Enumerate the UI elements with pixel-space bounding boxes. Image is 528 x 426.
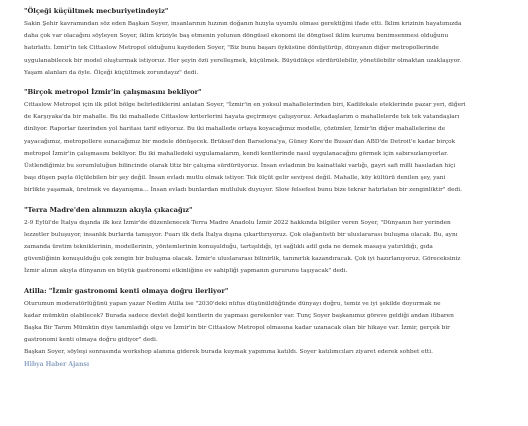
paragraph-line: zamanda üretim tekniklerinin, modellerinin, yöntemlerinin konuşulduğu, tartışıldığı, iyi sağlıklı adil gıda ne demek masaya yatırıldığı, gıda (24, 244, 433, 251)
paragraph-line: Başka Bir Tarım Mümkün diye tanımladığı olgu ve İzmir'in bir Cittaslow Metropol olmasına kadar uzanacak olan bir hikaye var. İzmir, gerçek bir (24, 325, 450, 332)
paragraph-line: Yaşam alanları da öyle. Ölçeği küçültmek zorundayız" dedi. (24, 69, 199, 76)
paragraph-line: daha çok var olacağını söyleyen Soyer, iklim kriziyle baş etmenin yolunun döngüsel ekonomi ile döngüsel iklim kurumu benimsenmesi olduğunu (24, 33, 449, 40)
section-4 (24, 286, 524, 359)
paragraph-line: hatırlattı. İzmir'in tek Cittaslow Metropol olduğunu kaydeden Soyer, "Biz bunu başarı öyküsüne dönüştürüp, dünyanın diğer metropollerinde (24, 45, 439, 52)
paragraph-line: kadar mümkün olabilecek? Burada sadece devlet değil kentlerin de yapması gerekenler var. Tunç Soyer başkanımız göreve geldiği andan itibaren (24, 312, 454, 319)
paragraph-line: uygulanabilecek bir model oluşturmak istiyoruz. Her şeyin özü yerelleşmek, küçülmek. Büyüdükçe sürdürülebilir, yönetilebilir olmaktan uzaklaşıyor. (24, 57, 462, 64)
paragraph-line: 2-9 Eylül'de İtalya dışında ilk kez İzmir'de düzenlenecek Terra Madre Anadolu İzmir 2022 hakkında bilgiler veren Soyer, "Dünyanın her yerinden (24, 219, 451, 226)
paragraph-line: Sakin Şehir kavramından söz eden Başkan Soyer, insanlarının hızının doğanın hızıyla uyumlu olması gerektiğini ifade etti. İklim krizinin hayatımızda (24, 21, 462, 27)
section-1 (24, 6, 524, 79)
paragraph-line: lezzetler buluşuyor, insanlık burlarda tanışıyor. Fuarı ilk defa İtalya dışına çıkarttırıyoruz. Çok olağanüstü bir uluslararası buluşma olacak. Bu, aynı (24, 231, 458, 238)
paragraph-line: Cittaslow Metropol için ilk pilot bölge belirlediklerini anlatan Soyer, "İzmir'in en yoksul mahallelerinden biri, Kadifekale eteklerinde pazar yeri, diğeri (24, 102, 466, 109)
section-3 (24, 205, 524, 278)
section-heading: "Terra Madre'den alınmızın akıyla çıkacağız" (24, 205, 193, 214)
section-2 (24, 87, 524, 197)
section-heading: Atilla: "İzmir gastronomi kenti olmaya doğru ilerliyor" (24, 286, 229, 295)
paragraph-line: de Karşıyaka'da bir mahalle. Bu iki mahallede Cittaslow kriterlerini hayata geçirmeye çalışıyoruz. Arkadaşlarım o mahallelerde tek tek vatandaşları (24, 114, 460, 121)
paragraph-line: İzmir alının akıyla dünyanın en büyük gastronomi etkinliğine ev sahipliği yapmanın gururunu taşıyacak" dedi. (24, 268, 348, 275)
article-body (24, 6, 524, 370)
paragraph-line: Üstlendiğimiz bu sorumluluğun bilincinde olarak titiz bir çalışma sürdürüyoruz. İnsan evladının bu kainattaki varlığı, gayri safi milli hasıladan hiçi (24, 163, 456, 170)
section-heading: "Birçok metropol İzmir'in çalışmasını bekliyor" (24, 88, 202, 97)
paragraph-line: güvenliğinin konuşulduğu çok zengin bir buluşma olacak. İzmir'e uluslararası bilinirlik, tanınırlık kazandıracak. Çok iyi hazırlanıyoruz. Göreceksiniz (24, 256, 461, 263)
paragraph-line: yayacağımız, metropollere sunacağımız bir modele dönüşecek. Brüksel'den Barselona'ya, Güney Kore'de Busan'dan ABD'de Detroit'e kadar birçok (24, 138, 456, 145)
news-source-credit: Hibya Haber Ajansı (24, 360, 90, 368)
paragraph-line: dinliyor. Raporlar üzerinden yol haritası tarif ediyoruz. Bu iki mahallede ortaya koyacağımız modelle, çözümler, İzmir'in diğer mahallelerine de (24, 126, 446, 133)
paragraph-line: Oturumun moderatörlüğünü yapan yazar Nedim Atilla ise "2030'deki nüfus düşünüldüğünde dünyayı doğru, temiz ve iyi şekilde doyurmak ne (24, 300, 441, 307)
paragraph-line: Başkan Soyer, söyleşi sonrasında workshop alanına giderek burada kuymak yapımına katıldı. Soyer katılımcıları ziyaret ederek sohbet etti. (24, 349, 433, 356)
paragraph-line: başı düşen payla ölçülebilen bir şey değil. İnsan evladı mutlu olmak istiyor. Tek ölçüt gelir seviyesi değil. Mahalle, köy kültürü denilen şey, yani (24, 175, 446, 182)
paragraph-line: metropol İzmir'in çalışmasını bekliyor. Bu iki mahalledeki uygulamalarım, kendi kentlerinde nasıl uygulanacağını görmek için sabırsızlanıyorlar. (24, 150, 449, 157)
paragraph-line: gastronomi kenti olmaya doğru gidiyor" dedi. (24, 337, 158, 344)
paragraph-line: birlikte yaşamak, üretmek ve dayanışma… İnsan evladı bunlardan mutluluk duyuyor. Slow felsefesi bunu bize tekrar hatırlatan bir zenginliktir" dedi. (24, 187, 462, 194)
section-heading: "Ölçeği küçültmek mecburiyetindeyiz" (24, 7, 169, 15)
